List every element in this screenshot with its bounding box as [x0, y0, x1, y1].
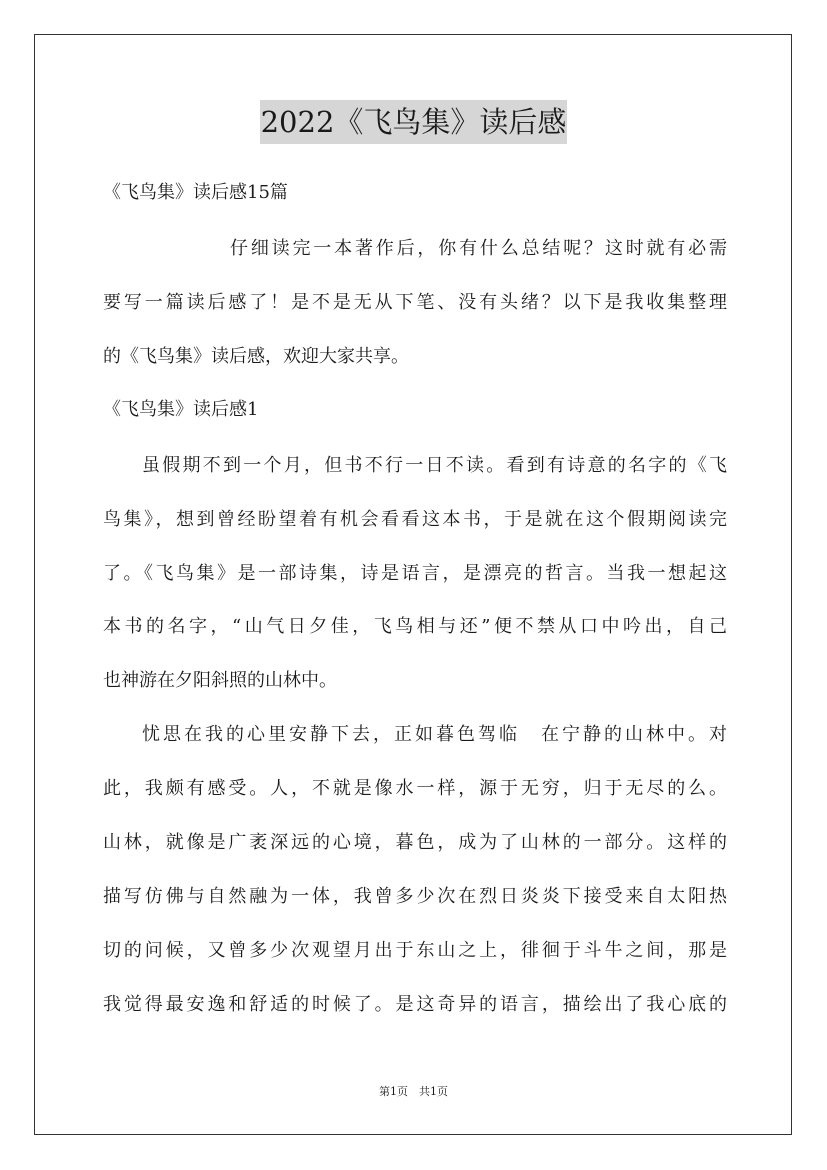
paragraph-line: 了。《飞鸟集》是一部诗集，诗是语言，是漂亮的哲言。当我一想起这	[103, 563, 727, 584]
paragraph-line: 山林，就像是广袤深远的心境，暮色，成为了山林的一部分。这样的	[103, 832, 727, 853]
paragraph-line: 也神游在夕阳斜照的山林中。	[103, 670, 337, 691]
intro-line: 仔细读完一本著作后，你有什么总结呢？这时就有必需	[230, 238, 727, 259]
document-title: 2022《飞鸟集》读后感	[260, 100, 568, 144]
paragraph-line: 我觉得最安逸和舒适的时候了。是这奇异的语言，描绘出了我心底的	[103, 994, 727, 1015]
paragraph-line: 忧思在我的心里安静下去，正如暮色驾临 在宁静的山林中。对	[142, 724, 727, 745]
paragraph-line: 虽假期不到一个月，但书不行一日不读。看到有诗意的名字的《飞	[142, 455, 727, 476]
section-heading: 《飞鸟集》读后感1	[103, 399, 259, 420]
page-footer: 第1页 共1页	[379, 1085, 448, 1098]
paragraph-line: 本书的名字，“山气日夕佳，飞鸟相与还”便不禁从口中吟出，自己	[103, 616, 727, 637]
paragraph-line: 描写仿佛与自然融为一体，我曾多少次在烈日炎炎下接受来自太阳热	[103, 886, 727, 907]
paragraph-line: 鸟集》，想到曾经盼望着有机会看看这本书，于是就在这个假期阅读完	[103, 509, 727, 530]
paragraph-line: 切的问候，又曾多少次观望月出于东山之上，徘徊于斗牛之间，那是	[103, 940, 727, 961]
document-title-wrap	[0, 100, 827, 144]
intro-line: 要写一篇读后感了！是不是无从下笔、没有头绪？以下是我收集整理	[103, 292, 727, 313]
subtitle: 《飞鸟集》读后感15篇	[103, 182, 288, 203]
intro-line: 的《飞鸟集》读后感，欢迎大家共享。	[103, 346, 409, 367]
paragraph-line: 此，我颇有感受。人，不就是像水一样，源于无穷，归于无尽的么。	[103, 778, 727, 799]
